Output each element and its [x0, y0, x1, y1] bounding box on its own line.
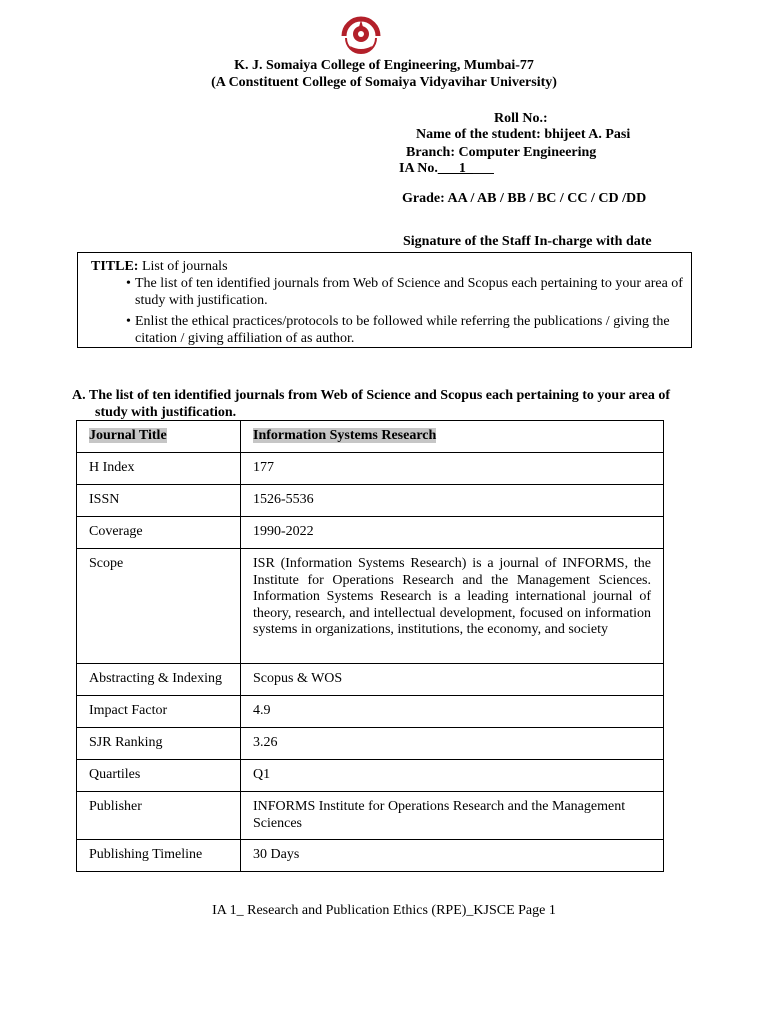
table-row: [77, 517, 664, 549]
title-bullets: [106, 275, 686, 351]
table-key-cell: [77, 421, 241, 453]
bullet-icon: •: [126, 314, 131, 329]
journal-title-key: Journal Title: [89, 428, 167, 443]
journal-title-value: Information Systems Research: [253, 428, 437, 443]
table-value-cell: 3.26: [241, 728, 664, 760]
table-value-cell: 1526-5536: [241, 485, 664, 517]
table-row: [77, 549, 664, 664]
table-row: [77, 840, 664, 872]
table-value-cell: Q1: [241, 760, 664, 792]
table-key-cell: Impact Factor: [77, 696, 241, 728]
table-value-cell: 1990-2022: [241, 517, 664, 549]
roll-number-label: Roll No.:: [494, 111, 548, 126]
table-key-cell: Scope: [77, 549, 241, 664]
page-footer: IA 1_ Research and Publication Ethics (RPE)_KJSCE Page 1: [212, 903, 556, 918]
table-value-cell: [241, 421, 664, 453]
section-a-line2: study with justification.: [95, 405, 237, 420]
grade-scale: Grade: AA / AB / BB / BC / CC / CD /DD: [402, 191, 647, 206]
title-line: [91, 258, 228, 275]
ia-number: [399, 160, 494, 177]
table-row: [77, 453, 664, 485]
college-name: K. J. Somaiya College of Engineering, Mumbai-77: [234, 58, 534, 73]
table-key-cell: Publishing Timeline: [77, 840, 241, 872]
table-row: [77, 664, 664, 696]
table-key-cell: H Index: [77, 453, 241, 485]
table-key-cell: Quartiles: [77, 760, 241, 792]
table-row: [77, 728, 664, 760]
title-value: List of journals: [138, 259, 228, 274]
ia-value: ___1_: [437, 161, 473, 176]
table-key-cell: ISSN: [77, 485, 241, 517]
table-row: [77, 760, 664, 792]
title-box: [77, 252, 692, 348]
bullet-text: The list of ten identified journals from Web of Science and Scopus each pertaining to your area of study with justification.: [135, 276, 683, 308]
ia-trail: ___: [472, 161, 494, 176]
table-row: [77, 421, 664, 453]
table-row: [77, 792, 664, 840]
table-key-cell: SJR Ranking: [77, 728, 241, 760]
table-value-cell: 30 Days: [241, 840, 664, 872]
bullet-icon: •: [126, 276, 131, 291]
bullet-item: [106, 275, 686, 309]
title-label: TITLE:: [91, 259, 139, 274]
table-row: [77, 696, 664, 728]
table-key-cell: Publisher: [77, 792, 241, 840]
table-key-cell: Coverage: [77, 517, 241, 549]
table-row: [77, 485, 664, 517]
table-value-cell: Scopus & WOS: [241, 664, 664, 696]
section-a-line1: A. The list of ten identified journals from Web of Science and Scopus each pertaining to your area of: [72, 388, 670, 403]
table-value-cell: ISR (Information Systems Research) is a journal of INFORMS, the Institute for Operations Research and the Management Sciences. Information Systems Research is a leading international journal of theory, research, and intellectual development, focused on information systems in organizations, institutions, the economy, and society: [241, 549, 664, 664]
table-value-cell: INFORMS Institute for Operations Research and the Management Sciences: [241, 792, 664, 840]
bullet-item: [106, 313, 686, 347]
branch: Branch: Computer Engineering: [406, 145, 597, 160]
staff-signature-label: Signature of the Staff In-charge with date: [403, 234, 652, 249]
table-value-cell: 4.9: [241, 696, 664, 728]
college-logo-icon: [336, 10, 386, 56]
section-a-heading: [72, 387, 712, 421]
table-key-cell: Abstracting & Indexing: [77, 664, 241, 696]
college-affiliation: (A Constituent College of Somaiya Vidyavihar University): [211, 75, 557, 90]
journal-details-table: [76, 420, 664, 872]
bullet-text: Enlist the ethical practices/protocols to be followed while referring the publications / giving the citation / giving affiliation of as author.: [135, 314, 670, 346]
table-value-cell: 177: [241, 453, 664, 485]
ia-label: IA No.: [399, 161, 438, 176]
student-name: Name of the student: bhijeet A. Pasi: [416, 127, 631, 142]
